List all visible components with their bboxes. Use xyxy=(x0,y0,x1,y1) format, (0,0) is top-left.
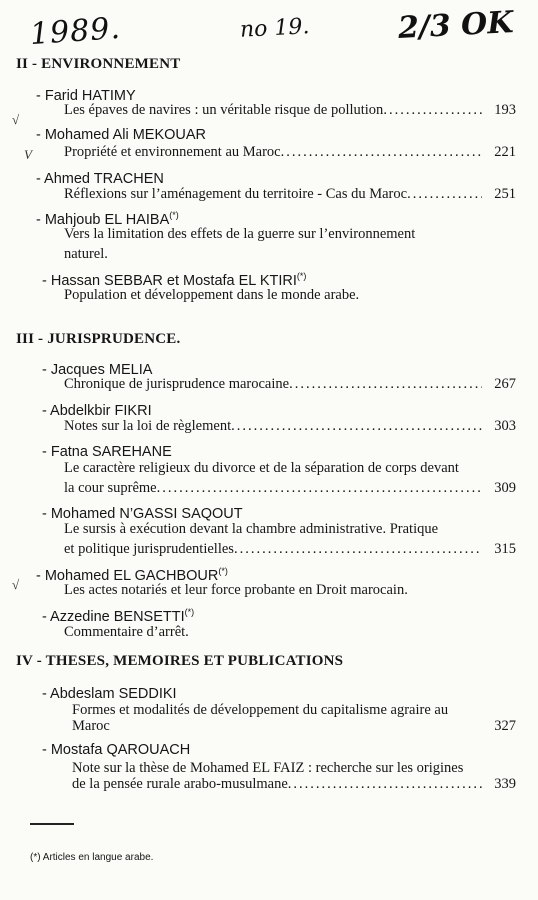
margin-check-mark: √ xyxy=(12,112,20,127)
entry-title: Population et développement dans le monde arabe. xyxy=(64,287,360,303)
entry-title: Note sur la thèse de Mohamed EL FAIZ : recherche sur les origines xyxy=(72,760,464,776)
entry-author-name: - Mahjoub EL HAIBA xyxy=(36,211,170,228)
entry-title-continued: Maroc xyxy=(72,718,110,734)
entry-author: - Mostafa QAROUACH xyxy=(42,742,191,758)
entry-title: Notes sur la loi de règlement xyxy=(64,418,232,434)
leader-dots xyxy=(383,102,482,119)
section-heading-jurisprudence: III - JURISPRUDENCE. xyxy=(16,331,181,347)
entry-title: Les épaves de navires : un véritable risque de pollution xyxy=(64,102,384,118)
entry-author: - Jacques MELIA xyxy=(42,362,153,378)
entry-author: - Fatna SAREHANE xyxy=(42,444,172,460)
entry-page-number: 315 xyxy=(494,541,516,557)
toc-entry-line xyxy=(64,102,516,122)
entry-author: - Ahmed TRACHEN xyxy=(36,171,164,187)
entry-author: - Farid HATIMY xyxy=(36,88,136,104)
entry-title: Les actes notariés et leur force probante en Droit marocain. xyxy=(64,582,408,598)
leader-dots xyxy=(407,186,482,203)
entry-page-number: 193 xyxy=(494,102,516,118)
leader-dots xyxy=(288,776,482,793)
entry-author: - Abdeslam SEDDIKI xyxy=(42,686,177,702)
toc-entry-line xyxy=(64,144,516,164)
toc-entry-line xyxy=(64,376,516,396)
entry-page-number: 309 xyxy=(494,480,516,496)
entry-title: Le sursis à exécution devant la chambre administrative. Pratique xyxy=(64,521,439,537)
footnote-marker: (*) xyxy=(169,210,179,220)
toc-entry-line xyxy=(64,186,516,206)
entry-title: Formes et modalités de développement du capitalisme agraire au xyxy=(72,702,449,718)
entry-author-name: - Mohamed EL GACHBOUR xyxy=(36,567,219,584)
entry-title: Commentaire d’arrêt. xyxy=(64,624,189,640)
leader-dots xyxy=(234,541,482,558)
entry-page-number: 221 xyxy=(494,144,516,160)
section-heading-environnement: II - ENVIRONNEMENT xyxy=(16,56,181,72)
leader-dots xyxy=(157,480,482,497)
entry-title-continued: de la pensée rurale arabo-musulmane xyxy=(72,776,288,792)
entry-author: - Abdelkbir FIKRI xyxy=(42,403,152,419)
entry-title: Chronique de jurisprudence marocaine xyxy=(64,376,290,392)
margin-check-mark: √ xyxy=(12,577,20,592)
entry-title: Réflexions sur l’aménagement du territoire - Cas du Maroc xyxy=(64,186,408,202)
entry-title-continued: naturel. xyxy=(64,246,108,262)
entry-title-continued: et politique jurisprudentielles xyxy=(64,541,234,557)
entry-page-number: 327 xyxy=(494,718,516,734)
entry-page-number: 251 xyxy=(494,186,516,202)
leader-dots xyxy=(281,144,482,161)
section-heading-theses: IV - THESES, MEMOIRES ET PUBLICATIONS xyxy=(16,653,344,669)
footnote-marker: (*) xyxy=(218,566,228,576)
toc-entry-line xyxy=(64,541,516,561)
entry-page-number: 303 xyxy=(494,418,516,434)
footnote-marker: (*) xyxy=(184,607,195,617)
entry-author: - Mohamed N’GASSI SAQOUT xyxy=(42,506,243,522)
toc-entry-line xyxy=(72,776,516,796)
handwritten-issue-number: no 19. xyxy=(239,14,311,43)
entry-page-number: 339 xyxy=(494,776,516,792)
footnote: (*) Articles en langue arabe. xyxy=(30,852,154,863)
toc-entry-line xyxy=(64,418,516,438)
handwritten-ok-mark: 2/3 OK xyxy=(397,5,515,46)
leader-dots xyxy=(231,418,482,435)
entry-author-name: - Azzedine BENSETTI xyxy=(42,608,185,625)
footnote-divider xyxy=(30,823,74,825)
entry-title-continued: la cour suprême xyxy=(64,480,157,496)
toc-entry-line xyxy=(64,480,516,500)
entry-author-name: - Hassan SEBBAR et Mostafa EL KTIRI xyxy=(42,272,297,289)
leader-dots xyxy=(289,376,482,393)
entry-author: - Mohamed Ali MEKOUAR xyxy=(36,127,207,143)
toc-entry-line xyxy=(72,718,516,738)
footnote-marker: (*) xyxy=(296,271,307,281)
handwritten-year: 1989. xyxy=(28,10,123,53)
entry-title: Vers la limitation des effets de la guerre sur l’environnement xyxy=(64,226,416,242)
margin-check-mark: V xyxy=(24,147,32,162)
entry-title: Le caractère religieux du divorce et de la séparation de corps devant xyxy=(64,460,459,476)
entry-page-number: 267 xyxy=(494,376,516,392)
entry-author xyxy=(42,607,194,625)
entry-title: Propriété et environnement au Maroc xyxy=(64,144,281,160)
